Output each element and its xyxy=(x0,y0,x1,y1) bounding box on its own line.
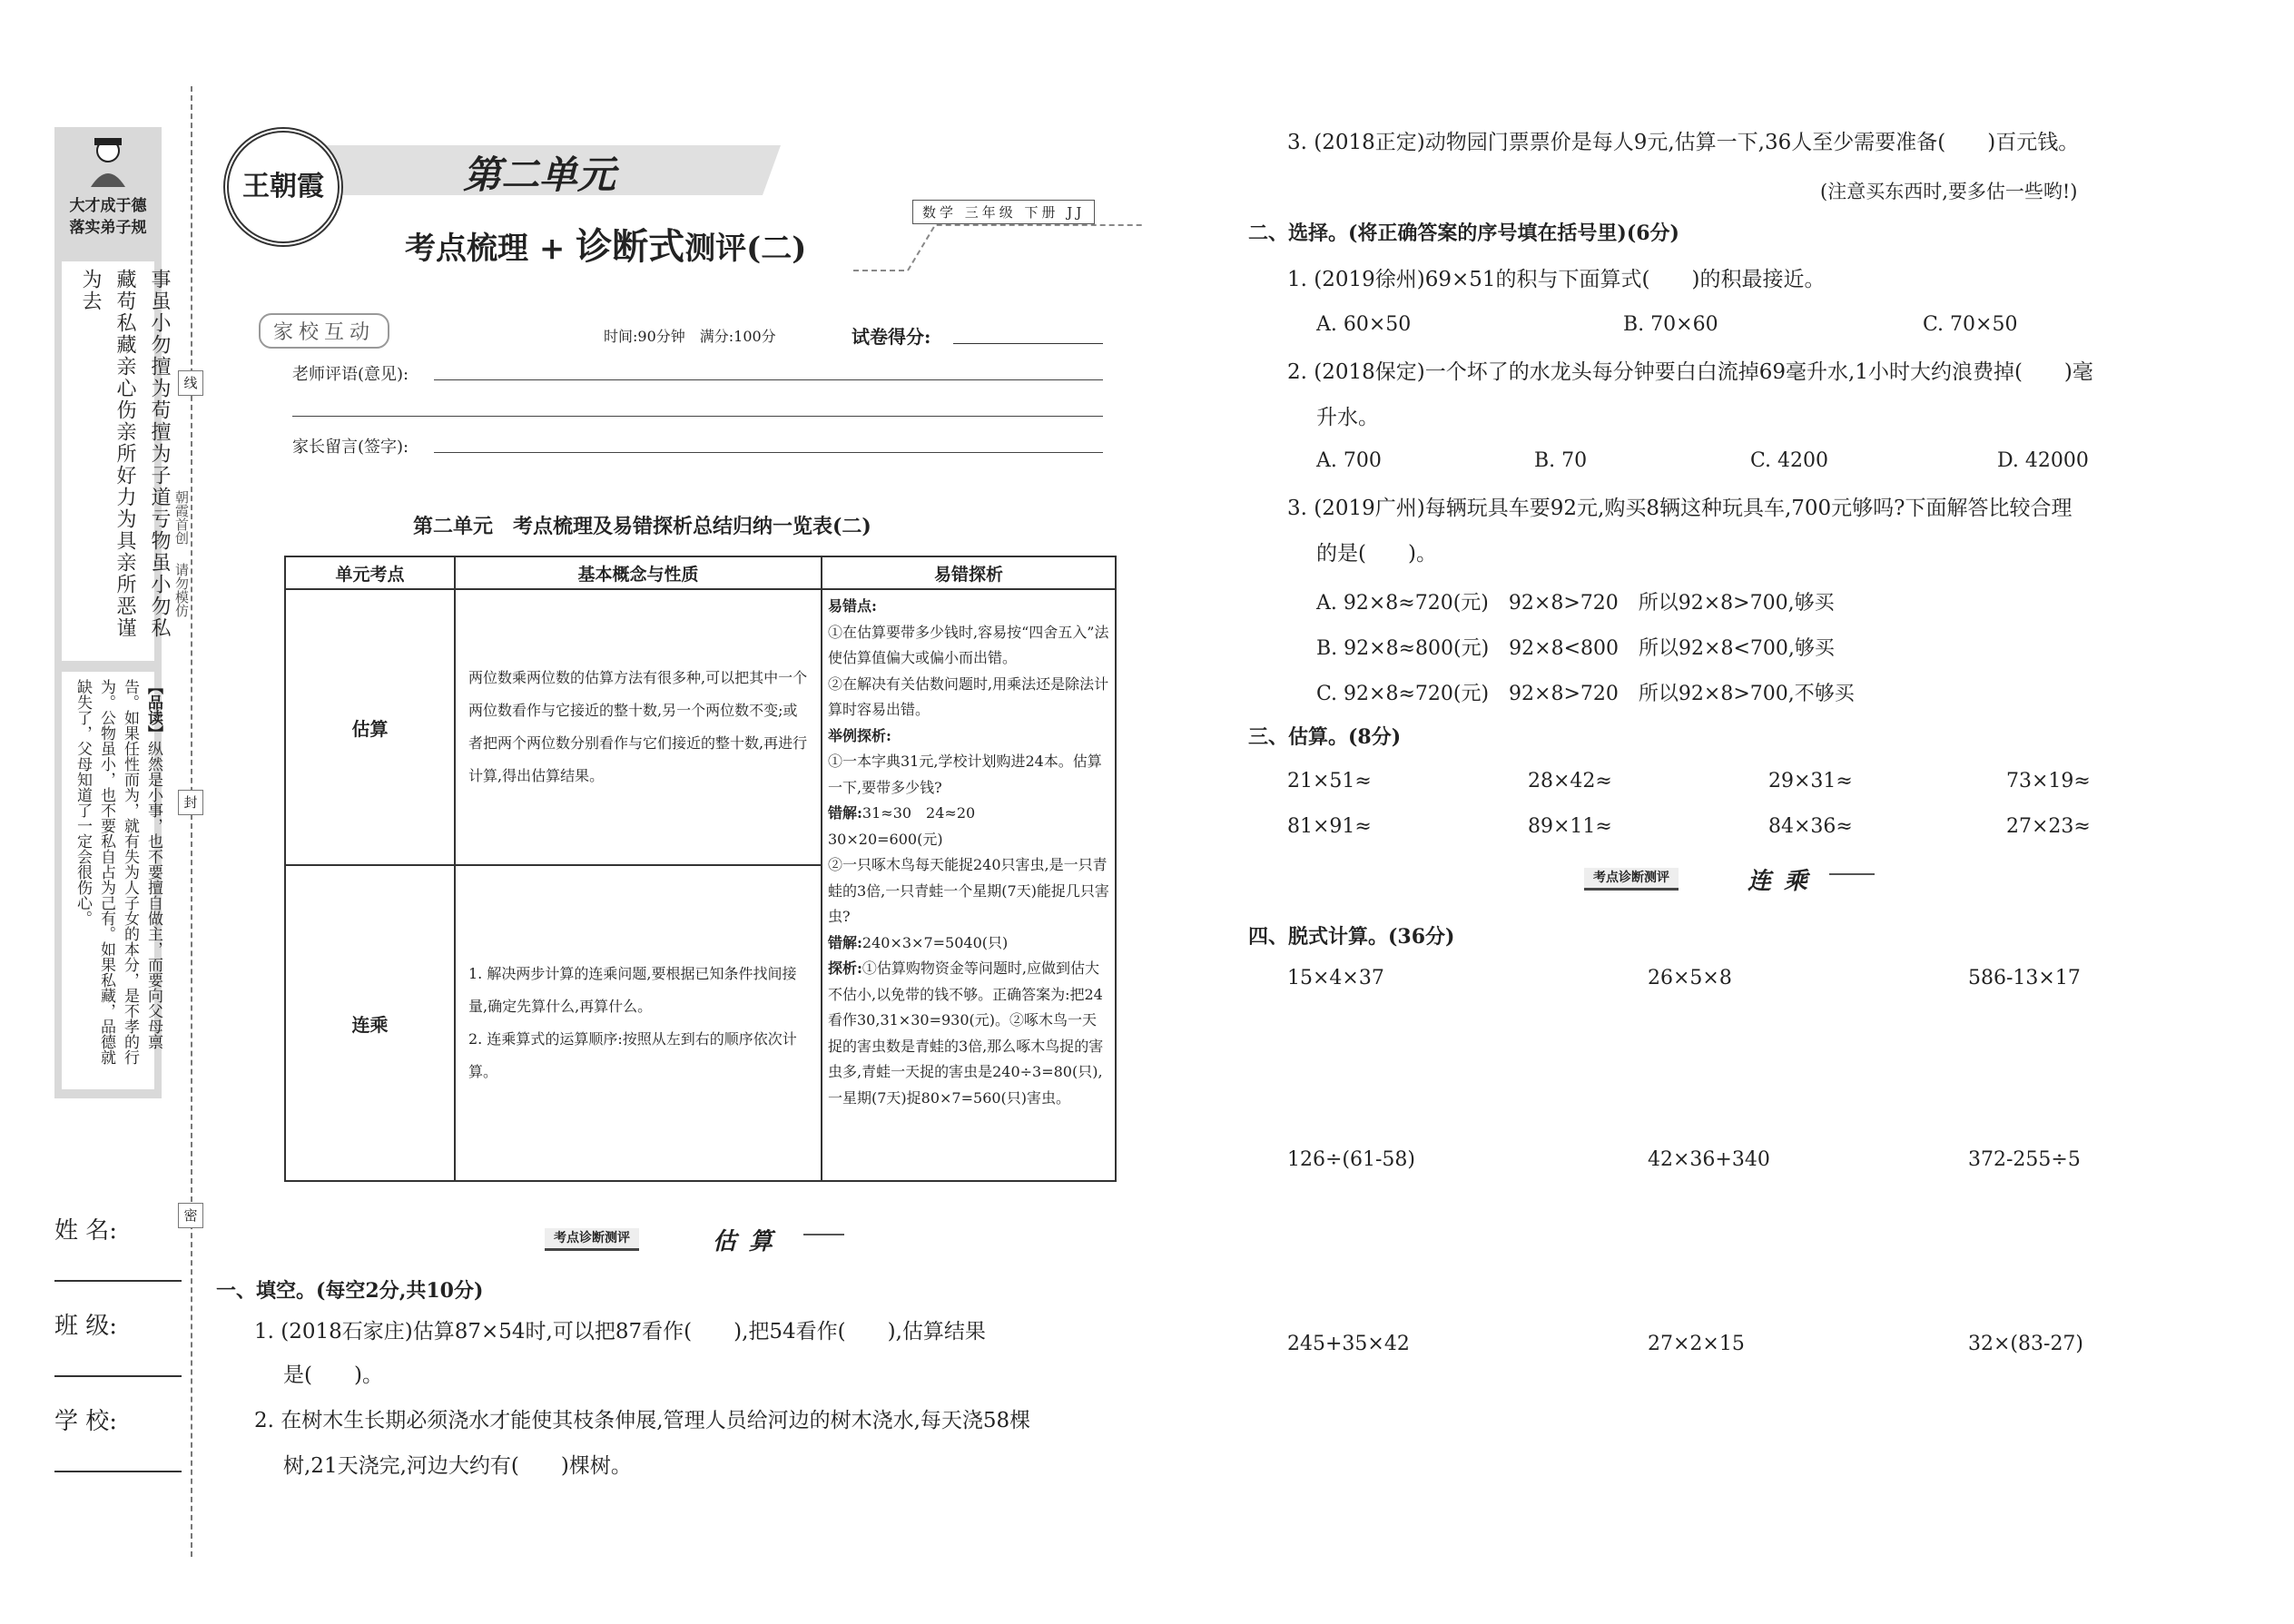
concept-item: 1. 解决两步计算的连乘问题,要根据已知条件找间接量,确定先算什么,再算什么。 xyxy=(468,965,797,1015)
option-2-3-a[interactable]: A. 92×8≈720(元) 92×8>720 所以92×8>700,够买 xyxy=(1316,592,1835,615)
question-2-3-cont: 的是( )。 xyxy=(1316,542,1437,566)
option-2-2-a[interactable]: A. 700 xyxy=(1316,449,1382,472)
reading-note: 【品读】纵然是小事，也不要擅自做主，而要向父母禀告。如果任性而为，就有失为人子女的本分，是不孝的行为。公物虽小，也不要私自占为己有。如果私藏，品德就缺失了，父母知道了一定会很伤心。 xyxy=(74,679,162,1065)
mistake-2: ②在解决有关估数问题时,用乘法还是除法计算时容易出错。 xyxy=(828,674,1109,718)
unit-title: 第二单元 xyxy=(463,153,616,197)
calc-item: 26×5×8 xyxy=(1648,967,1732,989)
teacher-comment-line-1[interactable] xyxy=(434,379,1103,380)
estimate-item: 84×36≈ xyxy=(1768,815,1853,838)
side-note-2: 请勿模仿 xyxy=(173,563,190,617)
concept-multiply xyxy=(455,865,822,1181)
estimate-item: 73×19≈ xyxy=(2006,770,2091,792)
estimate-item: 29×31≈ xyxy=(1768,770,1853,792)
question-1-1: 1. (2018石家庄)估算87×54时,可以把87看作( ),把54看作( ),估算结果 xyxy=(254,1320,986,1343)
summary-table-title: 第二单元 考点梳理及易错探析总结归纳一览表(二) xyxy=(413,515,871,538)
example-2: ②一只啄木鸟每天能捉240只害虫,是一只青蛙的3倍,一只青蛙一个星期(7天)能捉几只害虫? xyxy=(828,856,1109,925)
banner-multiply-tag: 考点诊断测评 xyxy=(1584,868,1679,891)
question-2-3: 3. (2019广州)每辆玩具车要92元,购买8辆这种玩具车,700元够吗?下面解答比较合理 xyxy=(1287,497,2072,520)
question-2-1: 1. (2019徐州)69×51的积与下面算式( )的积最接近。 xyxy=(1287,268,1826,291)
question-1-3: 3. (2018正定)动物园门票票价是每人9元,估算一下,36人至少需要准备( )百元钱。 xyxy=(1287,131,2080,154)
reading-note-box xyxy=(62,672,162,1089)
parent-comment-line[interactable] xyxy=(434,452,1103,453)
option-2-1-c[interactable]: C. 70×50 xyxy=(1923,313,2018,336)
mistakes-label: 易错点: xyxy=(828,597,877,615)
banner-estimate-title: 估算 xyxy=(713,1228,786,1255)
option-2-1-a[interactable]: A. 60×50 xyxy=(1316,313,1412,336)
example-1: ①一本字典31元,学校计划购进24本。估算一下,要带多少钱? xyxy=(828,753,1102,796)
summary-table xyxy=(284,556,1117,1182)
question-2-2-cont: 升水。 xyxy=(1316,406,1379,429)
calc-item: 245+35×42 xyxy=(1287,1333,1410,1355)
question-1-3-hint: (注意买东西时,要多估一些哟!) xyxy=(1820,181,2078,202)
option-2-3-c[interactable]: C. 92×8≈720(元) 92×8>720 所以92×8>700,不够买 xyxy=(1316,683,1855,705)
page-subtitle: 考点梳理 + 诊断式测评(二) xyxy=(405,225,807,268)
calc-item: 126÷(61-58) xyxy=(1287,1148,1416,1171)
concept-estimate: 两位数乘两位数的估算方法有很多种,可以把其中一个两位数看作与它接近的整十数,另一个两位数不变;或者把两个两位数分别看作与它们接近的整十数,再进行计算,得出估算结果。 xyxy=(455,589,822,865)
mascot-icon xyxy=(85,134,131,189)
section4-title: 四、脱式计算。(36分) xyxy=(1248,925,1455,949)
estimate-item: 21×51≈ xyxy=(1287,770,1372,792)
school-line[interactable] xyxy=(54,1471,182,1472)
arrow-icon xyxy=(803,1234,844,1235)
score-label: 试卷得分: xyxy=(852,326,931,348)
home-school-badge: 家校互动 xyxy=(259,313,389,349)
motto-line-1: 大才成于德 xyxy=(69,197,147,215)
cut-line xyxy=(191,86,192,1557)
banner-estimate-tag: 考点诊断测评 xyxy=(545,1228,639,1251)
class-label: 班 级: xyxy=(54,1313,118,1340)
side-note-1: 朝霞首创 xyxy=(173,490,190,545)
teacher-comment-line-2[interactable] xyxy=(292,416,1103,417)
arrow-icon xyxy=(1829,873,1875,875)
poem-text: 事虽小勿擅为苟擅为子道亏物虽小勿私藏苟私藏亲心伤亲所好力为具亲所恶谨为去 xyxy=(79,269,171,639)
calc-item: 42×36+340 xyxy=(1648,1148,1770,1171)
section3-title: 三、估算。(8分) xyxy=(1248,725,1402,749)
cut-char-line: 线 xyxy=(178,370,203,396)
option-2-1-b[interactable]: B. 70×60 xyxy=(1623,313,1718,336)
calc-item: 15×4×37 xyxy=(1287,967,1384,989)
option-2-2-c[interactable]: C. 4200 xyxy=(1750,449,1829,472)
question-1-1-cont: 是( )。 xyxy=(283,1363,383,1387)
question-2-2: 2. (2018保定)一个坏了的水龙头每分钟要白白流掉69毫升水,1小时大约浪费掉( )毫 xyxy=(1287,360,2093,384)
time-info: 时间:90分钟 满分:100分 xyxy=(604,328,776,345)
mistake-1: ①在估算要带多少钱时,容易按“四舍五入”法使估算值偏大或偏小而出错。 xyxy=(828,623,1109,666)
name-line[interactable] xyxy=(54,1280,182,1282)
cut-char-seal: 封 xyxy=(178,790,203,815)
school-label: 学 校: xyxy=(54,1408,118,1435)
table-row xyxy=(285,589,1116,865)
table-header-row xyxy=(285,556,1116,589)
estimate-item: 89×11≈ xyxy=(1528,815,1612,838)
motto-line-2: 落实弟子规 xyxy=(69,219,147,237)
wrong-answer-1: 错解:31≈30 24≈20 xyxy=(828,804,976,822)
header-concept: 基本概念与性质 xyxy=(455,556,822,589)
class-line[interactable] xyxy=(54,1375,182,1377)
sidebar-panel xyxy=(54,127,171,1098)
question-1-2: 2. 在树木生长期必须浇水才能使其枝条伸展,管理人员给河边的树木浇水,每天浇58棵 xyxy=(254,1409,1031,1432)
score-line[interactable] xyxy=(953,343,1103,344)
topic-multiply: 连乘 xyxy=(285,865,455,1181)
example-label: 举例探析: xyxy=(828,726,891,744)
option-2-2-b[interactable]: B. 70 xyxy=(1534,449,1588,472)
estimate-item: 27×23≈ xyxy=(2006,815,2091,838)
poem-box xyxy=(62,261,171,661)
header-topic: 单元考点 xyxy=(285,556,455,589)
banner-multiply xyxy=(1584,862,1875,895)
wrong-answer-1b: 30×20=600(元) xyxy=(828,830,943,848)
name-label: 姓 名: xyxy=(54,1217,118,1245)
header-dashed-line xyxy=(853,218,1144,272)
parent-comment-label: 家长留言(签字): xyxy=(292,438,409,457)
estimate-item: 81×91≈ xyxy=(1287,815,1372,838)
wrong-answer-2: 错解:240×3×7=5040(只) xyxy=(828,933,1009,951)
topic-estimate: 估算 xyxy=(285,589,455,865)
cut-char-secret: 密 xyxy=(178,1203,203,1228)
estimate-item: 28×42≈ xyxy=(1528,770,1612,792)
question-1-2-cont: 树,21天浇完,河边大约有( )棵树。 xyxy=(283,1454,632,1478)
explanation: 探析:①估算购物资金等问题时,应做到估大不估小,以免带的钱不够。正确答案为:把24看作30,31×30=930(元)。②啄木鸟一天捉的害虫数是青蛙的3倍,那么啄木鸟捉的害虫多,青蛙一天捉的害虫是240÷3=80(只),一星期(7天)捉80×7=560(只)害虫。 xyxy=(828,960,1104,1107)
subject-tag: 数学 三年级 下册 JJ xyxy=(912,200,1095,224)
analysis-cell xyxy=(822,589,1116,1181)
publisher-logo: 王朝霞 xyxy=(223,127,343,247)
teacher-comment-label: 老师评语(意见): xyxy=(292,365,409,384)
option-2-2-d[interactable]: D. 42000 xyxy=(1997,449,2089,472)
section1-title: 一、填空。(每空2分,共10分) xyxy=(216,1279,484,1303)
concept-item: 2. 连乘算式的运算顺序:按照从左到右的顺序依次计算。 xyxy=(468,1030,797,1080)
banner-multiply-title: 连乘 xyxy=(1748,868,1821,895)
section2-title: 二、选择。(将正确答案的序号填在括号里)(6分) xyxy=(1248,221,1679,245)
header-analysis: 易错探析 xyxy=(822,556,1116,589)
calc-item: 586-13×17 xyxy=(1968,967,2081,989)
calc-item: 372-255÷5 xyxy=(1968,1148,2081,1171)
calc-item: 27×2×15 xyxy=(1648,1333,1745,1355)
calc-item: 32×(83-27) xyxy=(1968,1333,2084,1355)
option-2-3-b[interactable]: B. 92×8≈800(元) 92×8<800 所以92×8<700,够买 xyxy=(1316,637,1835,660)
banner-estimate xyxy=(545,1223,844,1255)
